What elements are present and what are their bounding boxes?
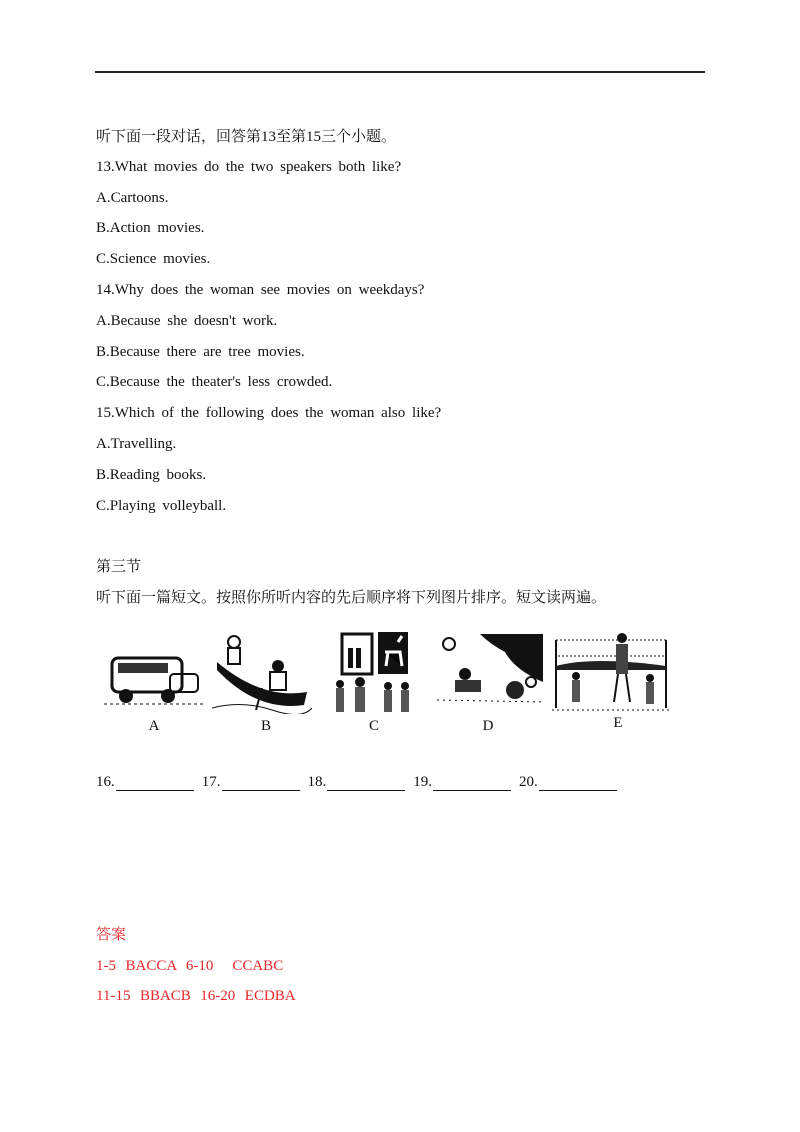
- blank-19[interactable]: [413, 774, 511, 791]
- blank-number: 20.: [519, 774, 538, 790]
- blank-number: 19.: [413, 774, 432, 790]
- header-rule: [95, 71, 705, 73]
- section3-title: 第三节: [96, 559, 142, 575]
- blank-line[interactable]: [222, 774, 300, 791]
- volleyball-picture: [552, 630, 670, 714]
- beach-picture: [435, 630, 545, 714]
- section3-instruction: 听下面一篇短文。按照你所听内容的先后顺序将下列图片排序。短文读两遍。: [96, 590, 607, 606]
- option-14c: C.Because the theater's less crowded.: [96, 374, 333, 390]
- option-14b: B.Because there are tree movies.: [96, 344, 305, 360]
- blank-number: 16.: [96, 774, 115, 790]
- picture-label-b: B: [260, 718, 271, 734]
- blank-number: 18.: [307, 774, 327, 790]
- paintings-picture: [330, 630, 420, 714]
- blank-line[interactable]: [539, 774, 617, 791]
- boat-picture: [212, 630, 312, 714]
- blank-20[interactable]: [519, 774, 617, 791]
- picture-label-e: E: [613, 715, 623, 731]
- question-13: 13.What movies do the two speakers both like?: [96, 159, 402, 175]
- option-15a: A.Travelling.: [96, 436, 177, 452]
- answers-line-2: 11-15 BBACB 16-20 ECDBA: [96, 988, 296, 1004]
- blank-line[interactable]: [327, 774, 405, 791]
- blank-18[interactable]: [308, 774, 406, 791]
- option-13c: C.Science movies.: [96, 251, 211, 267]
- question-14: 14.Why does the woman see movies on weekdays?: [96, 282, 425, 298]
- blank-17[interactable]: [202, 774, 300, 791]
- blank-number: 17.: [201, 774, 221, 790]
- answers-title: 答案: [96, 927, 127, 943]
- option-14a: A.Because she doesn't work.: [96, 313, 278, 329]
- option-13b: B.Action movies.: [96, 220, 205, 236]
- blank-line[interactable]: [116, 774, 194, 791]
- picture-label-c: C: [368, 718, 379, 734]
- section-intro: 听下面一段对话，回答第13至第15三个小题。: [96, 129, 397, 145]
- picture-label-d: D: [482, 718, 494, 734]
- option-15b: B.Reading books.: [96, 467, 207, 483]
- option-15c: C.Playing volleyball.: [96, 498, 227, 514]
- blank-16[interactable]: [96, 774, 194, 791]
- bus-picture: [104, 630, 204, 714]
- answers-line-1: 1-5 BACCA 6-10 CCABC: [96, 958, 284, 974]
- blank-line[interactable]: [433, 774, 511, 791]
- option-13a: A.Cartoons.: [96, 190, 169, 206]
- answer-blanks: [96, 774, 617, 791]
- question-15: 15.Which of the following does the woman also like?: [96, 405, 442, 421]
- picture-label-a: A: [148, 718, 160, 734]
